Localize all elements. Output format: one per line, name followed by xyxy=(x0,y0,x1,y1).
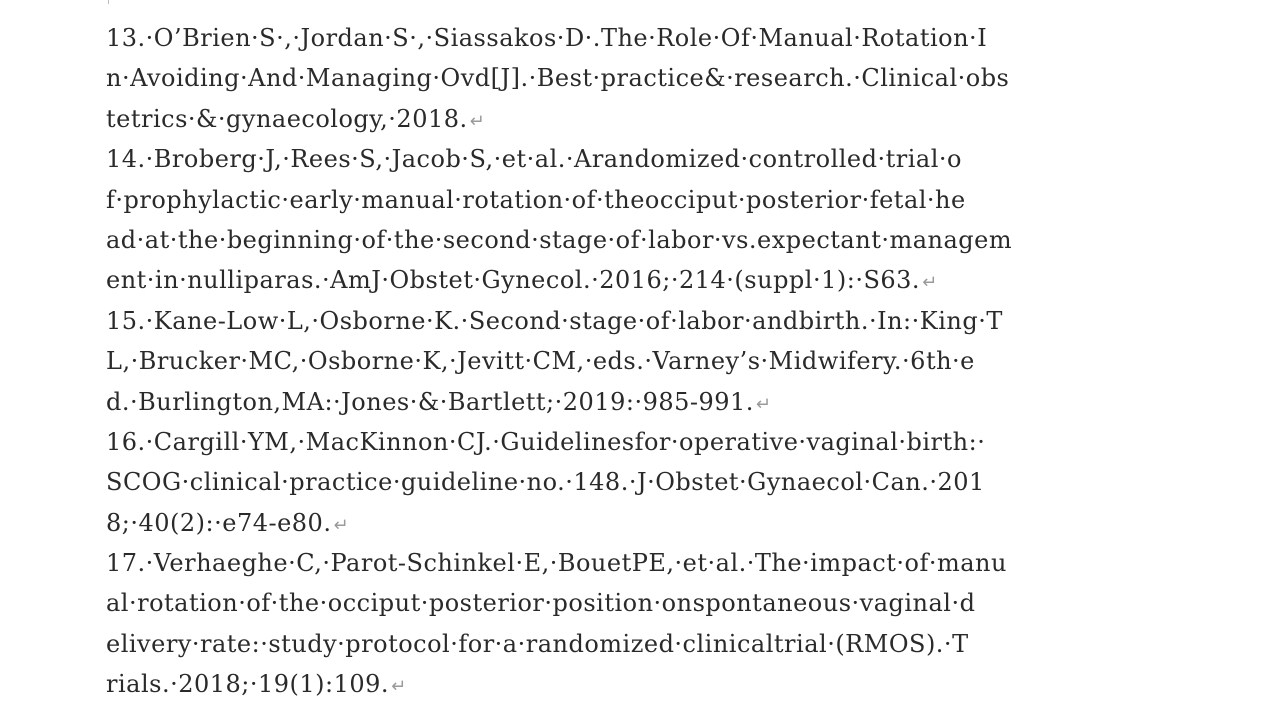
reference-line: L,·Brucker·MC,·Osborne·K,·Jevitt·CM,·eds.·Varney’s·Midwifery.·6th·e xyxy=(106,347,975,376)
paragraph-mark-icon: ↵ xyxy=(755,393,772,415)
reference-line: d.·Burlington,MA:·Jones·&·Bartlett;·2019:·985-991. ↵ xyxy=(106,387,772,416)
reference-entry xyxy=(106,18,1186,139)
reference-entry xyxy=(106,139,1186,301)
reference-line: al·rotation·of·the·occiput·posterior·position·onspontaneous·vaginal·d xyxy=(106,589,976,618)
reference-line: 8;·40(2):·e74-e80. ↵ xyxy=(106,508,350,537)
reference-line: ent·in·nulliparas.·AmJ·Obstet·Gynecol.·2016;·214·(suppl·1):·S63. ↵ xyxy=(106,266,938,295)
reference-line: SCOG·clinical·practice·guideline·no.·148.·J·Obstet·Gynaecol·Can.·201 xyxy=(106,468,985,497)
reference-line: tetrics·&·gynaecology,·2018. ↵ xyxy=(106,104,486,133)
reference-line: 16.·Cargill·YM,·MacKinnon·CJ.·Guidelinesfor·operative·vaginal·birth:· xyxy=(106,427,986,456)
reference-line: ad·at·the·beginning·of·the·second·stage·of·labor·vs.expectant·managem xyxy=(106,225,1013,254)
reference-entry xyxy=(106,422,1186,543)
reference-line: rials.·2018;·19(1):109. ↵ xyxy=(106,670,407,699)
reference-line: n·Avoiding·And·Managing·Ovd[J].·Best·practice&·research.·Clinical·obs xyxy=(106,64,1010,93)
reference-line: elivery·rate:·study·protocol·for·a·randomized·clinicaltrial·(RMOS).·T xyxy=(106,629,969,658)
paragraph-mark-icon: ↵ xyxy=(391,676,407,698)
reference-line: 13.·O’Brien·S·,·Jordan·S·,·Siassakos·D·.The·Role·Of·Manual·Rotation·I xyxy=(106,24,988,52)
paragraph-mark-icon: ↵ xyxy=(469,110,486,132)
reference-entry xyxy=(106,543,1186,705)
reference-entry xyxy=(106,301,1186,422)
reference-line: 17.·Verhaeghe·C,·Parot-Schinkel·E,·BouetPE,·et·al.·The·impact·of·manu xyxy=(106,549,1007,578)
paragraph-mark-icon: ↵ xyxy=(333,514,350,536)
reference-line: 15.·Kane-Low·L,·Osborne·K.·Second·stage·of·labor·andbirth.·In:·King·T xyxy=(106,306,1003,335)
paragraph-mark-icon: ↵ xyxy=(922,272,938,294)
document-page[interactable] xyxy=(106,18,1186,705)
reference-line: 14.·Broberg·J,·Rees·S,·Jacob·S,·et·al.·Arandomized·controlled·trial·o xyxy=(106,145,962,174)
reference-line: f·prophylactic·early·manual·rotation·of·theocciput·posterior·fetal·he xyxy=(106,185,966,214)
margin-corner-mark xyxy=(108,0,111,4)
